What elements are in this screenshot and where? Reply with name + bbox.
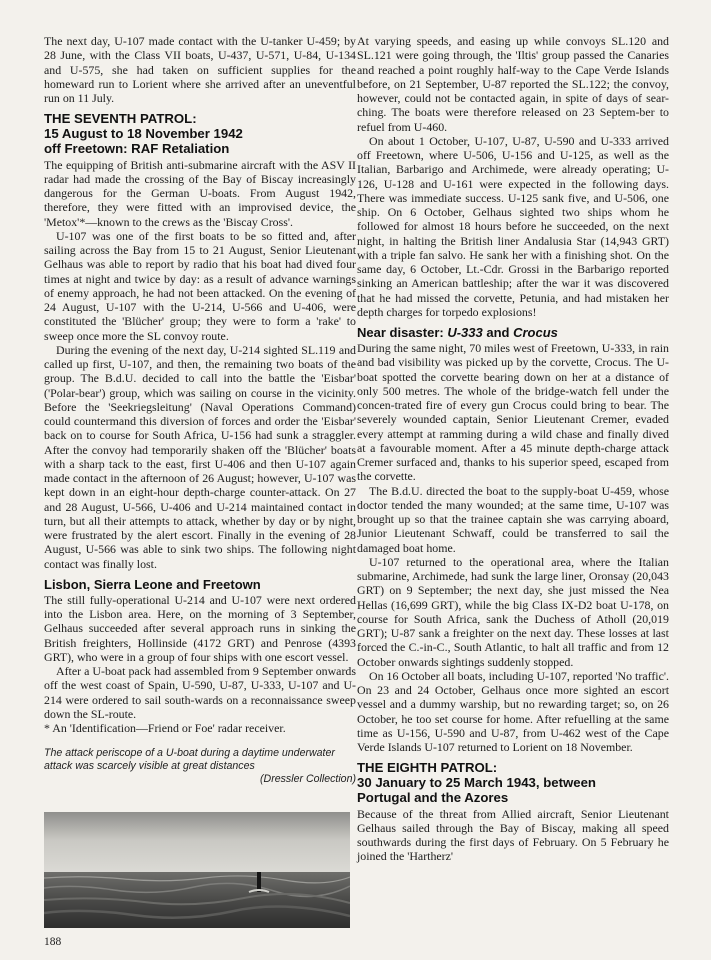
paragraph: The B.d.U. directed the boat to the supply-boat U-459, whose doctor tended the many wounded; at the same time, U-107 was brought up so that the trainee captain she was carrying aboard, Junior Lieutenant Schwaff, could be transferred to sail the damaged boat home. xyxy=(357,483,669,555)
paragraph: On 16 October all boats, including U-107, reported 'No traffic'. On 23 and 24 October, Gelhaus once more sighted an escort vessel and a dummy warship, but no rewarding target; so, on 26 October, he too set course for home. After refuelling at the same time as U-156, U-590 and U-87, from U-462 west of the Cape Verde Islands U-107 returned to Lorient on 18 November. xyxy=(357,668,669,754)
paragraph: During the evening of the next day, U-214 sighted SL.119 and called up first, U-107, and then, the remaining two boats of the group. The B.d.U. decided to call into the battle the 'Eisbar' ('Polar-bear') group, which was sailing on course in the vicinity. Before the 'Seekriegsleitung' (Naval Operations Command) could countermand this diversion of forces and order the 'Eisbar' back on to course for South Africa, U-156 had sunk a straggler. After the convoy had temporarily shaken off the 'Blücher' boats with a sharp tack to the east, first U-406 and then U-107 again made contact in the afternoon of 26 August; however, U-107 was kept down in an eight-hour depth-charge counter-attack. On 27 and 28 August, U-566, U-406 and U-214 maintained contact in turn, but all their attempts to attack, whether by day or by night, were frustrated by the alert escort. Finally in the evening of 28 August, U-566 was able to sink two ships. The following night contact was finally lost. xyxy=(44,342,356,571)
paragraph: U-107 returned to the operational area, where the Italian submarine, Archimede, had sunk the large liner, Oronsay (20,043 GRT) on 9 September; the next day, she just missed the Nea Hellas (16,699 GRT), while the big Class IX-D2 boat U-178, on course for South Africa, sank the Duchess of Atholl (20,019 GRT); U-87 sank a freighter on the next day. These losses at last forced the C.-in-C., South Atlantic, to halt all traffic and from 12 October onwards sightings suddenly stopped. xyxy=(357,554,669,669)
paragraph: After a U-boat pack had assembled from 9 September onwards off the west coast of Spain, U-590, U-87, U-333, U-107 and U-214 were ordered to sail south-wards on a reconnaissance sweep down the SL-route. xyxy=(44,664,356,721)
paragraph: The equipping of British anti-submarine aircraft with the ASV II radar had made the crossing of the Bay of Biscay increasingly dangerous for the German U-boats. From August 1942, therefore, they were fitted with an improvised device, the 'Metox'*—known to the crews as the 'Biscay Cross'. xyxy=(44,157,356,229)
photo-caption: The attack periscope of a U-boat during a daytime underwater attack was scarcely visible at great distances (Dressler Collection) xyxy=(44,747,356,786)
paragraph: The next day, U-107 made contact with the U-tanker U-459; by 28 June, with the Class VII boats, U-437, U-571, U-84, U-134 and U-575, she had taken on sufficient supplies for the homeward run to Lorient where she arrived after an uneventful run on 11 July. xyxy=(44,34,356,105)
section-heading-seventh-patrol: THE SEVENTH PATROL: 15 August to 18 November 1942 off Freetown: RAF Retaliation xyxy=(44,111,243,156)
subheading-near-disaster: Near disaster: U-333 and Crocus xyxy=(357,325,558,340)
photo-credit: (Dressler Collection) xyxy=(260,773,356,786)
right-column xyxy=(357,34,669,864)
section-heading-eighth-patrol: THE EIGHTH PATROL: 30 January to 25 March 1943, between Portugal and the Azores xyxy=(357,760,596,805)
paragraph: U-107 was one of the first boats to be so fitted and, after sailing across the Bay from 15 to 21 August, Senior Lieutenant Gelhaus was able to report by radio that his boat had dived four times at night and twice by day: as a result of advance warnings of enemy approach, he had not been attacked. On the evening of 24 August, U-107 with the U-214, U-566 and U-406, were constituted the 'Blücher' group; they were to form a 'rake' to sweep once more the SL convoy route. xyxy=(44,228,356,343)
periscope-photo xyxy=(44,812,350,928)
subheading-lisbon: Lisbon, Sierra Leone and Freetown xyxy=(44,576,261,592)
paragraph: During the same night, 70 miles west of Freetown, U-333, in rain and bad visibility was picked up by the corvette, Crocus. The U-boat spotted the corvette bearing down on her at a distance of only 500 metres. The whole of the bridge-watch fell under the concen-trated fire of every gun Crocus could bring to bear. The severely wounded captain, Senior Lieutenant Cremer, evaded every attempt at ramming during a wild chase and finally dived at a favourable moment. After a 45 minute depth-charge attack Cremer surfaced and, thanks to his superior speed, escaped from the corvette. xyxy=(357,341,669,484)
page-number: 188 xyxy=(44,936,62,948)
paragraph: On about 1 October, U-107, U-87, U-590 and U-333 arrived off Freetown, where U-506, U-156 and U-125, as well as the Italian, Barbarigo and Archimede, were already operating; U-126, U-128 and U-161 were expected in the following days. There was immediate success. U-125 sank five, and U-506, one ship. On 6 October, Gelhaus sighted two ships whom he followed for almost 18 hours before he succeeded, on the next night, in halting the British liner Andalusia Star (14,943 GRT) with a triple fan salvo. He sank her with a finishing shot. On the same day, 6 October, Lt.-Cdr. Grossi in the Barbarigo reported sinking an American battleship; after the war it was discovered that he had missed the corvette, Petunia, and had mistaken her depth charges for torpedo explosions! xyxy=(357,133,669,319)
left-column xyxy=(44,34,356,786)
footnote: * An 'Identification—Friend or Foe' radar receiver. xyxy=(44,721,286,736)
paragraph: The still fully-operational U-214 and U-107 were next ordered into the Lisbon area. Here, on the morning of 3 September, Gelhaus succeeded after several approach runs in sinking the British freighters, Hollinside (4172 GRT) and Penrose (4393 GRT), who were in a group of four ships with one escort vessel. xyxy=(44,592,356,664)
paragraph: At varying speeds, and easing up while convoys SL.120 and SL.121 were going through, the 'Iltis' group passed the Canaries and reached a point roughly half-way to the Cape Verde Islands before, on 21 September, U-87 reported the SL.122; the convoy, however, could not be contacted again, in spite of days of sear-ching. The boats were therefore released on 23 Septem-ber to refuel from U-460. xyxy=(357,34,669,134)
paragraph: Because of the threat from Allied aircraft, Senior Lieutenant Gelhaus sailed through the Bay of Biscay, making all speed southwards during the first days of February. On 5 February he joined the 'Hartherz' xyxy=(357,806,669,864)
